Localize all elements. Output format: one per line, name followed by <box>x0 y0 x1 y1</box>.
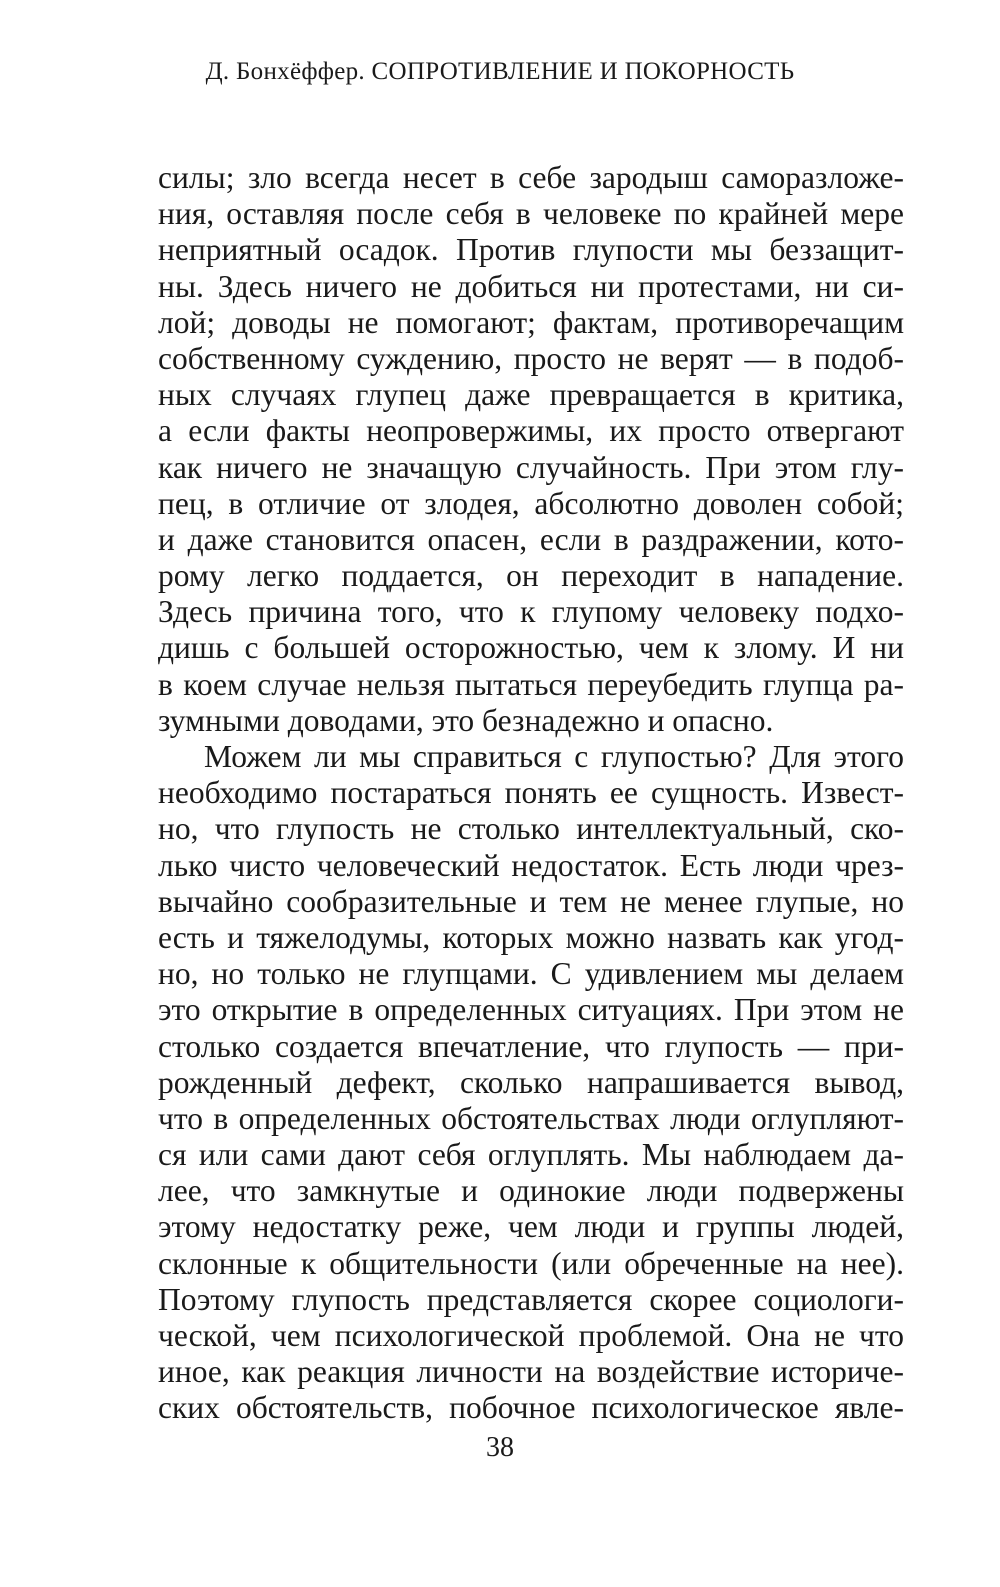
text-line: ния, оставляя после себя в человеке по крайней мере <box>158 196 904 232</box>
text-line: склонные к общительности (или обреченные на нее). <box>158 1245 904 1281</box>
text-line: рожденный дефект, сколько напрашивается вывод, <box>158 1064 904 1100</box>
text-line: пец, в отличие от злодея, абсолютно доволен собой; <box>158 485 904 521</box>
text-line: ских обстоятельств, побочное психологическое явле- <box>158 1390 904 1426</box>
text-line: этому недостатку реже, чем люди и группы людей, <box>158 1209 904 1245</box>
text-line: но, что глупость не столько интеллектуальный, ско- <box>158 811 904 847</box>
paragraph-2 <box>158 739 904 1427</box>
text-line: лой; доводы не помогают; фактам, противоречащим <box>158 304 904 340</box>
paragraph-1 <box>158 160 904 739</box>
text-line: что в определенных обстоятельствах люди оглупляют- <box>158 1100 904 1136</box>
text-line: зумными доводами, это безнадежно и опасно. <box>158 702 774 738</box>
text-line: собственному суждению, просто не верят — в подоб- <box>158 340 904 376</box>
running-head: Д. Бонхёффер. СОПРОТИВЛЕНИЕ И ПОКОРНОСТЬ <box>205 58 795 85</box>
text-line: вычайно сообразительные и тем не менее глупые, но <box>158 883 904 919</box>
text-line: ся или сами дают себя оглуплять. Мы наблюдаем да- <box>158 1137 904 1173</box>
text-line: рому легко поддается, он переходит в нападение. <box>158 558 904 594</box>
text-line: лько чисто человеческий недостаток. Есть люди чрез- <box>158 847 904 883</box>
text-line: неприятный осадок. Против глупости мы беззащит- <box>158 232 904 268</box>
text-line: но, но только не глупцами. С удивлением мы делаем <box>158 956 904 992</box>
text-line: в коем случае нельзя пытаться переубедить глупца ра- <box>158 666 904 702</box>
text-line: есть и тяжелодумы, которых можно назвать как угод- <box>158 919 904 955</box>
text-line: столько создается впечатление, что глупость — при- <box>158 1028 904 1064</box>
text-line: Здесь причина того, что к глупому человеку подхо- <box>158 594 904 630</box>
text-line: необходимо постараться понять ее сущность. Извест- <box>158 775 904 811</box>
text-line: это открытие в определенных ситуациях. При этом не <box>158 992 904 1028</box>
text-line: Можем ли мы справиться с глупостью? Для этого <box>204 739 904 774</box>
text-line: иное, как реакция личности на воздействие историче- <box>158 1354 904 1390</box>
text-line: ных случаях глупец даже превращается в критика, <box>158 377 904 413</box>
text-line: дишь с большей осторожностью, чем к злому. И ни <box>158 630 904 666</box>
text-line: Поэтому глупость представляется скорее социологи- <box>158 1281 904 1317</box>
page-number: 38 <box>486 1432 514 1463</box>
text-line: ческой, чем психологической проблемой. Она не что <box>158 1318 904 1353</box>
text-line: ны. Здесь ничего не добиться ни протестами, ни си- <box>158 268 904 304</box>
text-line: силы; зло всегда несет в себе зародыш саморазложе- <box>158 160 904 195</box>
text-line: как ничего не значащую случайность. При этом глу- <box>158 449 904 485</box>
body-text <box>158 160 904 1427</box>
text-line: а если факты неопровержимы, их просто отвергают <box>158 413 904 449</box>
text-line: лее, что замкнутые и одинокие люди подвержены <box>158 1173 904 1209</box>
text-line: и даже становится опасен, если в раздражении, кото- <box>158 521 904 557</box>
